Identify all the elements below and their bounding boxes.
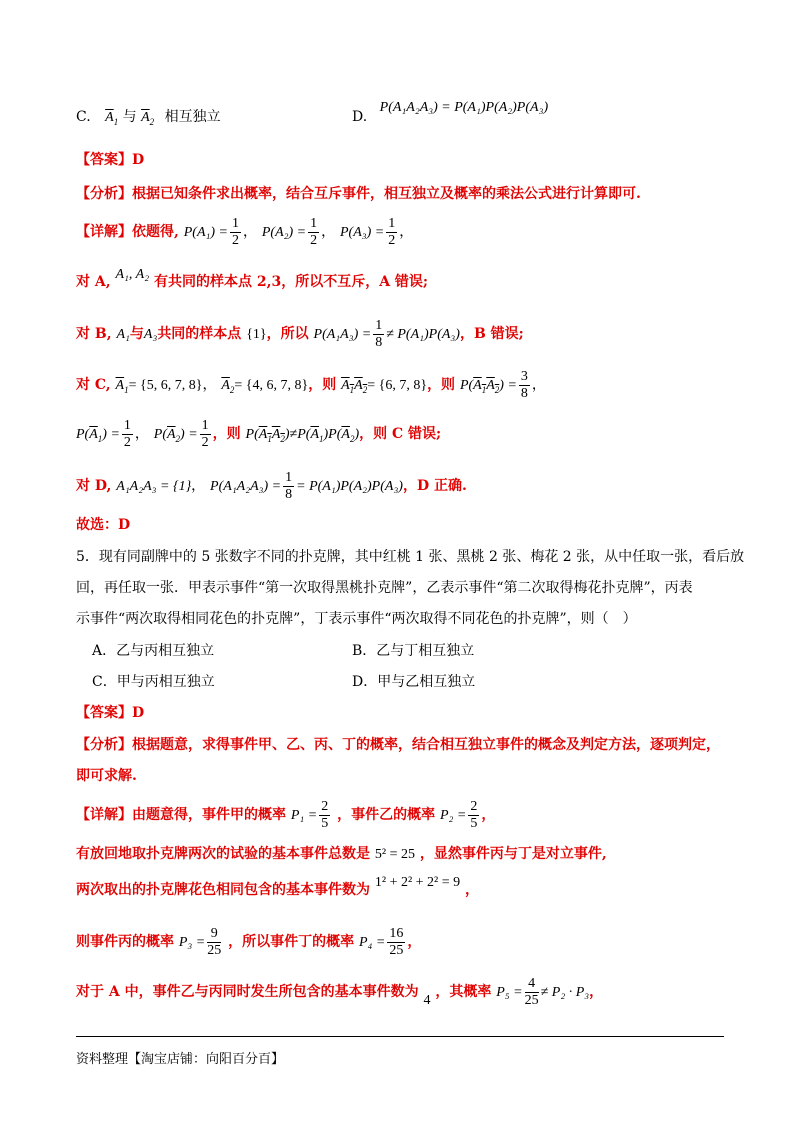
math-a2-bar: $\overline{A}_2$ bbox=[141, 110, 155, 127]
q5-detail-1: 【详解】由题意得，事件甲的概率 P₁ = $\frac{2}{5}$ ，事件乙的概率 P₂ = $\frac{2}{5}$ ， bbox=[76, 798, 496, 831]
q5-option-d: D．甲与乙相互独立 bbox=[352, 674, 476, 690]
fraction: $\frac{1}{2}$ bbox=[201, 417, 209, 450]
q4-line-b: 对 B, A₁与A₃共同的样本点 {1}，所以 P(A₁A₃) = $\frac{1}{8}$ ≠ P(A₁)P(A₃)，B 错误; bbox=[76, 317, 524, 350]
fraction: $\frac{1}{2}$ bbox=[310, 215, 318, 248]
fraction: $\frac{2}{5}$ bbox=[321, 798, 329, 831]
q5-detail-4: 则事件丙的概率 P₃ = $\frac{9}{25}$ ，所以事件丁的概率 P₄ = $\frac{16}{25}$ ， bbox=[76, 925, 422, 958]
q4-choose: 故选：D bbox=[76, 517, 131, 533]
q5-stem-2: 回，再任取一张．甲表示事件“第一次取得黑桃扑克牌”，乙表示事件“第二次取得梅花扑克牌”，丙表 bbox=[76, 580, 693, 596]
fraction: $\frac{1}{2}$ bbox=[232, 215, 239, 248]
q5-stem-3: 示事件“两次取得相同花色的扑克牌”，丁表示事件“两次取得不同花色的扑克牌”，则（ ） bbox=[76, 611, 637, 627]
math-a1-bar: $\overline{A}_1$ bbox=[105, 110, 119, 127]
q5-option-b: B．乙与丁相互独立 bbox=[352, 643, 475, 659]
fraction: $\frac{1}{8}$ bbox=[285, 469, 293, 502]
q5-option-c: C．甲与丙相互独立 bbox=[92, 674, 215, 690]
q5-analysis-2: 即可求解. bbox=[76, 768, 137, 784]
footer-text: 资料整理【淘宝店铺：向阳百分百】 bbox=[76, 1052, 285, 1067]
option-d-prev: D. P(A₁A₂A₃) = P(A₁)P(A₂)P(A₃) bbox=[352, 100, 549, 125]
q4-detail-head: 【详解】依题得, P(A₁) = $\frac{1}{2}$ ， P(A₂) = $\frac{1}{2}$ ， P(A₃) = $\frac{1}{2}$ ， bbox=[76, 215, 414, 248]
q5-detail-5: 对于 A 中，事件乙与丙同时发生所包含的基本事件数为 4 ，其概率 P₅ = $\frac{4}{25}$ ≠ P₂ · P₃， bbox=[76, 975, 604, 1008]
q5-analysis-1: 【分析】根据题意，求得事件甲、乙、丙、丁的概率，结合相互独立事件的概念及判定方法，逐项判定， bbox=[76, 737, 720, 753]
q4-analysis: 【分析】根据已知条件求出概率，结合互斥事件，相互独立及概率的乘法公式进行计算即可. bbox=[76, 186, 641, 202]
fraction: $\frac{3}{8}$ bbox=[520, 368, 528, 401]
q5-option-a: A．乙与丙相互独立 bbox=[92, 643, 215, 659]
q5-detail-3: 两次取出的扑克牌花色相同包含的基本事件数为 1² + 2² + 2² = 9 ， bbox=[76, 875, 480, 898]
fraction: $\frac{1}{2}$ bbox=[388, 215, 396, 248]
fraction: $\frac{4}{25}$ bbox=[524, 975, 539, 1008]
fraction: $\frac{1}{8}$ bbox=[375, 317, 383, 350]
fraction: $\frac{9}{25}$ bbox=[207, 925, 222, 958]
q5-stem-1: 5．现有同副牌中的 5 张数字不同的扑克牌，其中红桃 1 张、黑桃 2 张、梅花 2 张，从中任取一张，看后放 bbox=[76, 549, 745, 565]
fraction: $\frac{1}{2}$ bbox=[123, 417, 131, 450]
fraction: $\frac{2}{5}$ bbox=[470, 798, 478, 831]
q4-line-a: 对 A, A₁, A₂ 有共同的样本点 2,3，所以不互斥，A 错误; bbox=[76, 267, 429, 290]
q4-line-d: 对 D, A₁A₂A₃ = {1}， P(A₁A₂A₃) = $\frac{1}{8}$ = P(A₁)P(A₂)P(A₃)，D 正确. bbox=[76, 469, 467, 502]
option-c-prev: C. $\overline{A}_1$ 与 $\overline{A}_2$ 相互独立 bbox=[76, 109, 221, 127]
fraction: $\frac{16}{25}$ bbox=[389, 925, 404, 958]
q5-detail-2: 有放回地取扑克牌两次的试验的基本事件总数是 5² = 25 ，显然事件丙与丁是对立事件, bbox=[76, 846, 607, 862]
q4-answer: 【答案】D bbox=[76, 152, 145, 168]
footer-divider bbox=[76, 1036, 724, 1037]
q5-answer: 【答案】D bbox=[76, 705, 145, 721]
q4-line-c2: $P(\overline{A}_1)$ = $\frac{1}{2}$ ， $P(\overline{A}_2)$ = $\frac{1}{2}$ ，则 $P(A_1A_2)\ne P(\overline{A}_1)P(\overline{A}_2)$，则 C 错误; bbox=[76, 417, 442, 450]
q4-line-c: 对 C, $\overline{A}_1= \{5$, 6, 7, 8}， $\overline{A}_2= \{4$, 6, 7, 8}，则 $A_1A_2= \{6$, 7, 8}，则 $P(A_1A_2)$ = $\frac{3}{8}$ ， bbox=[76, 368, 546, 401]
